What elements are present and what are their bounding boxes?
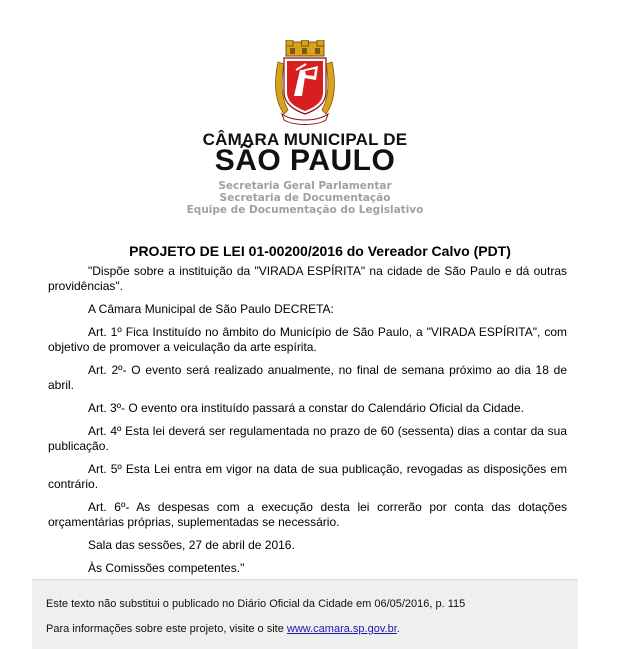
article-5: Art. 5º Esta Lei entra em vigor na data de sua publicação, revogadas as disposições em contrário. (48, 462, 567, 491)
info-prefix: Para informações sobre este projeto, visite o site (46, 623, 287, 635)
bill-title: PROJETO DE LEI 01-00200/2016 do Vereador Calvo (PDT) (129, 243, 511, 259)
org-name-line1: CÂMARA MUNICIPAL DE (202, 130, 408, 149)
footer-notice-box (32, 579, 578, 649)
org-name-line2: SÃO PAULO (214, 144, 396, 177)
info-suffix: . (396, 623, 400, 635)
article-6: Art. 6º- As despesas com a execução desta lei correrão por conta das dotações orçamentárias próprias, suplementadas se necessário. (48, 500, 567, 529)
article-3: Art. 3º- O evento ora instituído passará a constar do Calendário Oficial da Cidade. (88, 401, 524, 415)
project-info-line (46, 623, 400, 635)
article-4: Art. 4º Esta lei deverá ser regulamentada no prazo de 60 (sessenta) dias a contar da sua publicação. (48, 424, 567, 453)
department-documentation-secretariat: Secretaria de Documentação (219, 192, 391, 204)
decree-preamble: A Câmara Municipal de São Paulo DECRETA: (88, 302, 334, 316)
article-2: Art. 2º- O evento será realizado anualmente, no final de semana próximo ao dia 18 de abril. (48, 363, 567, 392)
session-date: Sala das sessões, 27 de abril de 2016. (88, 538, 295, 552)
committee-referral: Às Comissões competentes." (88, 561, 245, 575)
publication-notice: Este texto não substitui o publicado no Diário Oficial da Cidade em 06/05/2016, p. 115 (46, 598, 466, 610)
department-general-secretariat: Secretaria Geral Parlamentar (218, 180, 392, 192)
bill-summary: "Dispõe sobre a instituição da "VIRADA ESPÍRITA" na cidade de São Paulo e dá outras providências". (48, 264, 567, 293)
sao-paulo-coat-of-arms-icon (272, 40, 338, 128)
department-legislative-documentation: Equipe de Documentação do Legislativo (186, 204, 424, 216)
camara-site-link[interactable]: www.camara.sp.gov.br (286, 623, 397, 635)
bill-body (48, 264, 567, 584)
article-1: Art. 1º Fica Instituído no âmbito do Município de São Paulo, a "VIRADA ESPÍRITA", com objetivo de promover a veiculação da arte espírita. (48, 325, 567, 354)
